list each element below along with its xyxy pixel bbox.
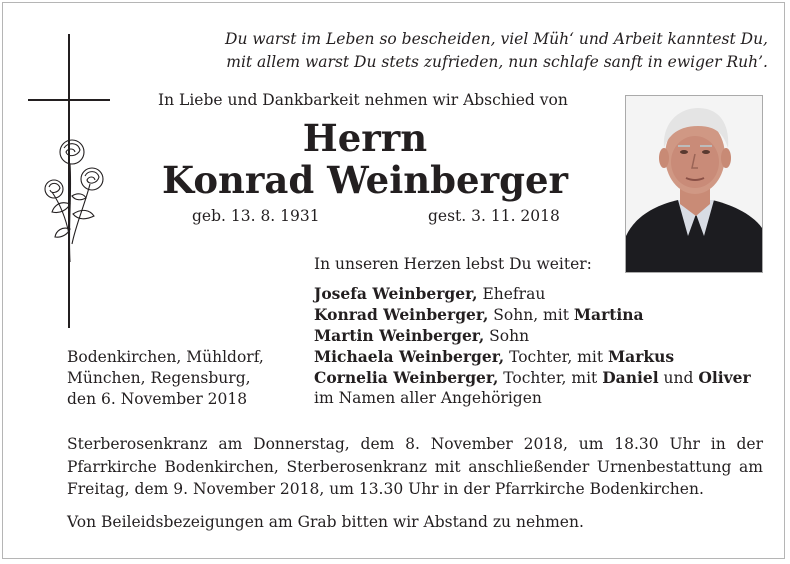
death-date: gest. 3. 11. 2018 bbox=[428, 207, 560, 225]
mourner-conjunction: und bbox=[658, 369, 699, 387]
mourner-name: Michaela Weinberger, bbox=[314, 347, 505, 366]
mourner-row bbox=[314, 347, 674, 366]
intro-text: In Liebe und Dankbarkeit nehmen wir Abschied von bbox=[158, 91, 568, 109]
mourner-name: Konrad Weinberger, bbox=[314, 305, 489, 324]
heart-line: In unseren Herzen lebst Du weiter: bbox=[314, 255, 592, 273]
mourner-row bbox=[314, 305, 644, 324]
mourner-relation: Tochter, mit bbox=[498, 369, 603, 387]
mourner-relation: Tochter, mit bbox=[504, 348, 608, 366]
salutation: Herrn bbox=[302, 116, 428, 160]
notice-date: den 6. November 2018 bbox=[67, 390, 248, 408]
mourner-name: Martin Weinberger, bbox=[314, 326, 485, 345]
mourner-partner-2: Oliver bbox=[698, 368, 751, 387]
mourner-partner: Markus bbox=[608, 347, 675, 366]
mourner-partner: Martina bbox=[573, 305, 644, 324]
roses-icon bbox=[40, 134, 110, 264]
mourner-relation: Sohn, mit bbox=[488, 306, 574, 324]
mourner-row bbox=[314, 284, 545, 303]
mourner-relation: Sohn bbox=[484, 327, 530, 345]
poem-line-1: Du warst im Leben so bescheiden, viel Müh‘ und Arbeit kanntest Du, bbox=[225, 30, 768, 48]
condolence-note: Von Beileidsbezeigungen am Grab bitten wir Abstand zu nehmen. bbox=[67, 513, 584, 531]
place-line-1: Bodenkirchen, Mühldorf, bbox=[67, 348, 264, 366]
deceased-name: Konrad Weinberger bbox=[162, 158, 568, 202]
mourner-name: Josefa Weinberger, bbox=[314, 284, 478, 303]
mourner-name: Cornelia Weinberger, bbox=[314, 368, 499, 387]
place-line-2: München, Regensburg, bbox=[67, 369, 251, 387]
all-relatives-line: im Namen aller Angehörigen bbox=[314, 389, 542, 407]
funeral-details: Sterberosenkranz am Donnerstag, dem 8. November 2018, um 18.30 Uhr in der Pfarrkirche Bodenkirchen, Sterberosenkranz mit anschließender Urnenbestattung am Freitag, dem 9. November 2018, um 13.30 Uhr in der Pfarrkirche Bodenkirchen. bbox=[67, 435, 763, 498]
birth-date: geb. 13. 8. 1931 bbox=[192, 207, 320, 225]
poem-line-2: mit allem warst Du stets zufrieden, nun schlafe sanft in ewiger Ruh’. bbox=[226, 53, 768, 71]
portrait-photo bbox=[625, 95, 763, 273]
mourner-row bbox=[314, 326, 529, 345]
mourner-row bbox=[314, 368, 751, 387]
mourner-relation: Ehefrau bbox=[477, 285, 546, 303]
mourner-partner: Daniel bbox=[602, 368, 659, 387]
